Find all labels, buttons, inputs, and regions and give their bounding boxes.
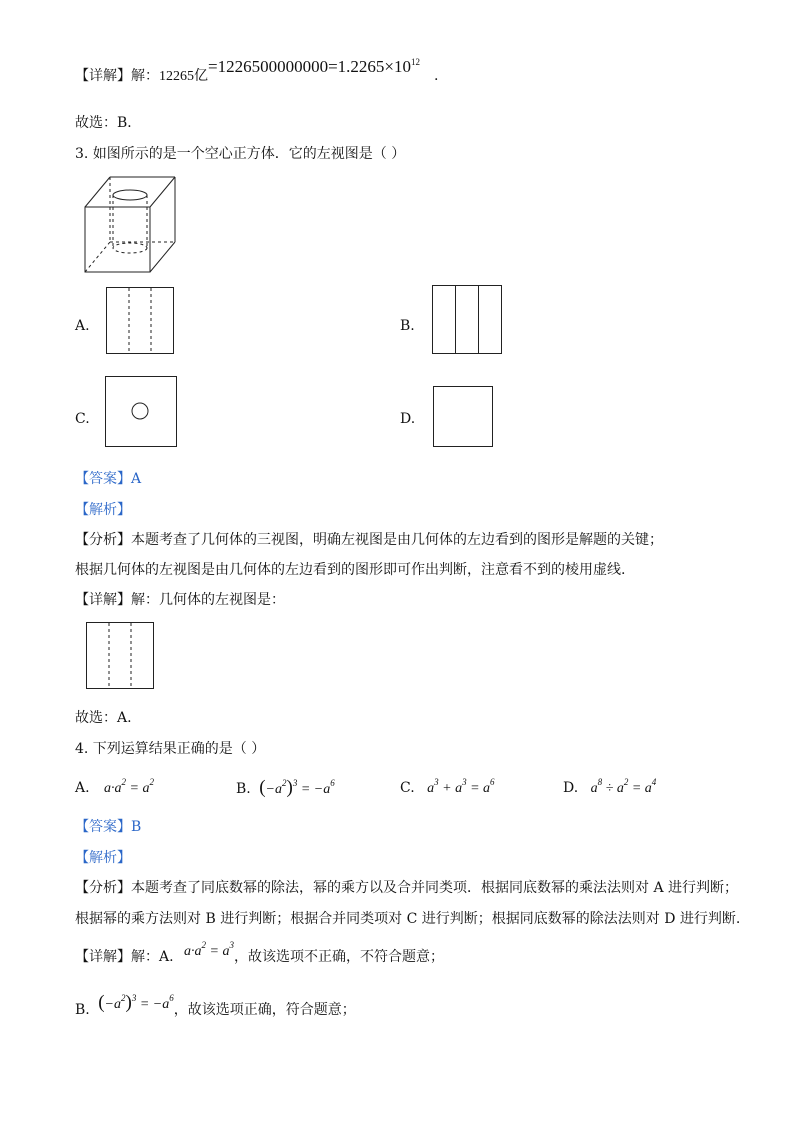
formula: $(-a^2)^3 = -a^6$ <box>98 992 174 1013</box>
q3-analysis-head: 【解析】 <box>75 502 131 518</box>
q3-detail: 【详解】解：几何体的左视图是： <box>75 592 285 608</box>
q4-answer: 【答案】B <box>75 819 142 835</box>
q3-analysis-1: 【分析】本题考查了几何体的三视图，明确左视图是由几何体的左边看到的图形是解题的关键； <box>75 532 663 548</box>
unit: 亿 <box>194 68 208 84</box>
q2-choice: 故选：B． <box>75 115 142 131</box>
q4-option-b <box>236 779 335 799</box>
detail-prefix: 【详解】解：A. <box>75 949 174 965</box>
option-label: C. <box>400 780 415 796</box>
option-a-figure <box>106 287 174 355</box>
exponent: 12 <box>411 57 421 67</box>
q2-detail-line <box>75 57 439 86</box>
option-a-label: A. <box>75 318 90 334</box>
q4-analysis-head: 【解析】 <box>75 850 131 866</box>
option-d-figure <box>433 386 493 448</box>
option-c-figure <box>105 376 177 448</box>
formula: $a^8 \div a^2 = a^4$ <box>590 777 657 796</box>
formula: $a\cdot a^2 = a^2$ <box>104 777 154 796</box>
q4-option-a <box>75 779 154 798</box>
option-label: A. <box>75 780 90 796</box>
q4-detail-a <box>75 940 444 967</box>
equation: =1226500000000=1.2265×10 <box>208 57 412 76</box>
option-b-figure <box>432 285 502 355</box>
q3-analysis-2: 根据几何体的左视图是由几何体的左边看到的图形即可作出判断，注意看不到的棱用虚线. <box>75 562 626 578</box>
option-d-label: D. <box>400 411 416 427</box>
q4-analysis-2: 根据幂的乘方法则对 B 进行判断；根据合并同类项对 C 进行判断；根据同底数幂的除法法则对 D 进行判断. <box>75 911 741 927</box>
option-label: D. <box>563 780 579 796</box>
q4-analysis-1: 【分析】本题考查了同底数幂的除法，幂的乘方以及合并同类项．根据同底数幂的乘法法则对 A 进行判断； <box>75 880 739 896</box>
hollow-cube-figure <box>82 174 180 274</box>
left-view-figure <box>86 622 154 690</box>
q4-option-c <box>400 779 495 798</box>
q3-answer: 【答案】A <box>75 471 142 487</box>
detail-prefix: B. <box>75 1002 90 1018</box>
q3-question: 3. 如图所示的是一个空心正方体．它的左视图是（ ） <box>75 146 406 162</box>
option-b-label: B. <box>400 318 415 334</box>
q3-choice: 故选：A. <box>75 710 132 726</box>
q4-detail-b <box>75 992 356 1020</box>
q4-question: 4. 下列运算结果正确的是（ ） <box>75 741 266 757</box>
formula: $(-a^2)^3 = -a^6$ <box>259 777 335 798</box>
formula: $a\cdot a^2 = a^3$ <box>184 940 234 959</box>
option-label: B. <box>236 781 251 797</box>
detail-suffix: ，故该选项正确，符合题意； <box>173 1002 356 1018</box>
q4-option-d <box>563 779 656 798</box>
detail-suffix: ，故该选项不正确，不符合题意； <box>233 949 444 965</box>
formula: $a^3 + a^3 = a^6$ <box>427 777 495 796</box>
number: 12265 <box>159 69 194 84</box>
detail-prefix: 【详解】解： <box>75 68 159 84</box>
option-c-label: C. <box>75 411 90 427</box>
period: . <box>434 68 439 84</box>
